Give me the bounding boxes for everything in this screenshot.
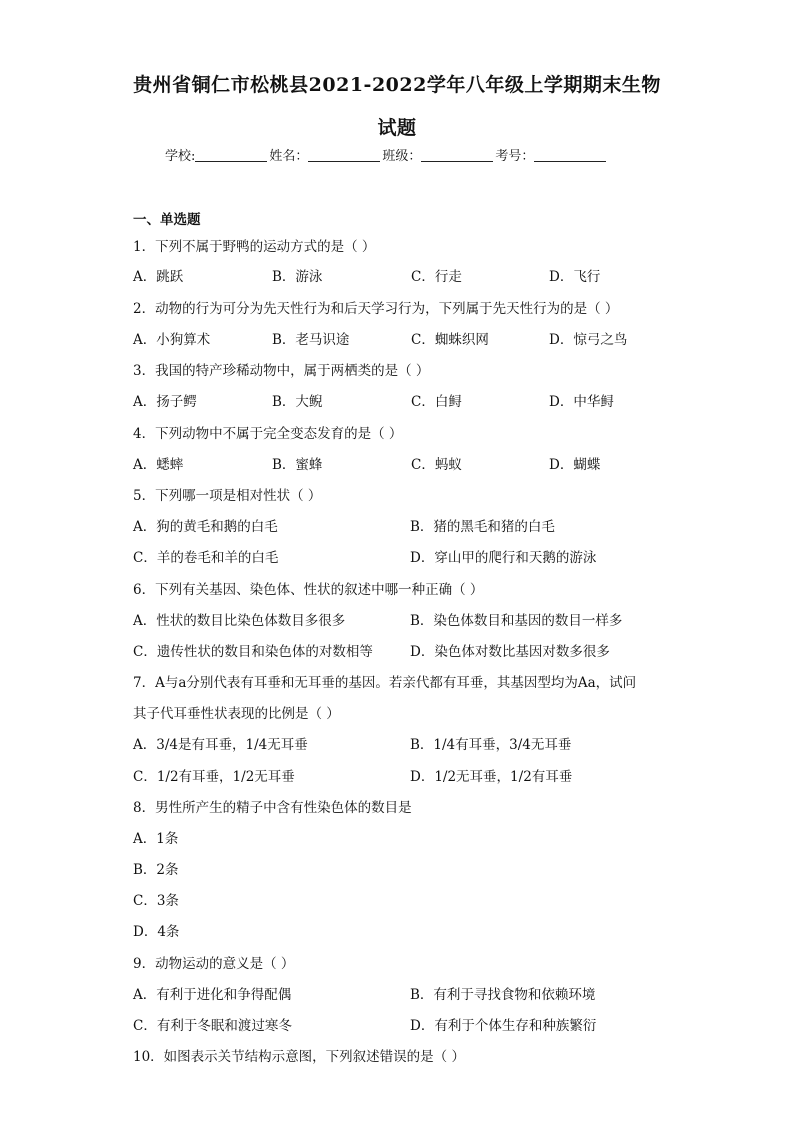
- question-7-option-d: D．1/2无耳垂，1/2有耳垂: [410, 769, 573, 785]
- question-9-stem: 9．动物运动的意义是（ ）: [133, 956, 295, 972]
- question-1-option-c: C．行走: [411, 269, 462, 285]
- name-label: 姓名：: [269, 149, 309, 164]
- question-6-stem: 6．下列有关基因、染色体、性状的叙述中哪一种正确（ ）: [133, 582, 484, 598]
- question-6-option-a: A．性状的数目比染色体数目多很多: [133, 613, 346, 629]
- question-8-stem: 8．男性所产生的精子中含有性染色体的数目是: [133, 800, 412, 816]
- class-blank[interactable]: [421, 149, 493, 162]
- question-4-stem: 4．下列动物中不属于完全变态发育的是（ ）: [133, 426, 403, 442]
- question-9-option-b: B．有利于寻找食物和依赖环境: [410, 987, 596, 1003]
- question-3-option-c: C．白鲟: [411, 394, 462, 410]
- question-9-option-a: A．有利于进化和争得配偶: [133, 987, 292, 1003]
- question-9-option-c: C．有利于冬眠和渡过寒冬: [133, 1018, 292, 1034]
- question-2-option-c: C．蜘蛛织网: [411, 332, 489, 348]
- question-7-option-c: C．1/2有耳垂，1/2无耳垂: [133, 769, 295, 785]
- school-label: 学校:: [165, 149, 196, 164]
- question-8-option-b: B．2条: [133, 862, 179, 878]
- question-7-option-a: A．3/4是有耳垂，1/4无耳垂: [133, 737, 308, 753]
- question-3-stem: 3．我国的特产珍稀动物中，属于两栖类的是（ ）: [133, 363, 430, 379]
- question-8-option-d: D．4条: [133, 924, 180, 940]
- question-2-stem: 2．动物的行为可分为先天性行为和后天学习行为，下列属于先天性行为的是（ ）: [133, 301, 619, 317]
- section-title: 一、单选题: [133, 212, 201, 228]
- question-9-option-d: D．有利于个体生存和种族繁衍: [410, 1018, 597, 1034]
- class-label: 班级：: [382, 149, 422, 164]
- question-3-option-b: B．大鲵: [272, 394, 323, 410]
- question-1-stem: 1．下列不属于野鸭的运动方式的是（ ）: [133, 239, 376, 255]
- question-5-option-a: A．狗的黄毛和鹅的白毛: [133, 519, 278, 535]
- question-2-option-d: D．惊弓之鸟: [549, 332, 628, 348]
- school-blank[interactable]: [195, 149, 267, 162]
- question-5-option-d: D．穿山甲的爬行和天鹅的游泳: [410, 550, 597, 566]
- question-7-stem-continued: 其子代耳垂性状表现的比例是（ ）: [133, 706, 340, 722]
- question-2-option-a: A．小狗算术: [133, 332, 211, 348]
- question-8-option-c: C．3条: [133, 893, 179, 909]
- question-4-option-a: A．蟋蟀: [133, 457, 184, 473]
- question-7-stem: 7．A与a分别代表有耳垂和无耳垂的基因。若亲代都有耳垂，其基因型均为Aa，试问: [133, 675, 637, 691]
- question-5-stem: 5．下列哪一项是相对性状（ ）: [133, 488, 322, 504]
- question-6-option-d: D．染色体对数比基因对数多很多: [410, 644, 610, 660]
- exam-number-blank[interactable]: [534, 149, 606, 162]
- question-8-option-a: A．1条: [133, 831, 179, 847]
- question-5-option-c: C．羊的卷毛和羊的白毛: [133, 550, 279, 566]
- question-10-stem: 10．如图表示关节结构示意图，下列叙述错误的是（ ）: [133, 1049, 465, 1065]
- exam-title: 贵州省铜仁市松桃县2021-2022学年八年级上学期期末生物: [133, 74, 661, 96]
- question-2-option-b: B．老马识途: [272, 332, 350, 348]
- question-1-option-a: A．跳跃: [133, 269, 184, 285]
- question-4-option-c: C．蚂蚁: [411, 457, 462, 473]
- exam-number-label: 考号：: [495, 149, 535, 164]
- student-info-line: [165, 145, 608, 164]
- question-3-option-a: A．扬子鳄: [133, 394, 197, 410]
- question-3-option-d: D．中华鲟: [549, 394, 614, 410]
- question-6-option-c: C．遗传性状的数目和染色体的对数相等: [133, 644, 373, 660]
- exam-title-continued: 试题: [377, 117, 417, 139]
- question-5-option-b: B．猪的黑毛和猪的白毛: [410, 519, 555, 535]
- question-1-option-b: B．游泳: [272, 269, 323, 285]
- name-blank[interactable]: [308, 149, 380, 162]
- question-4-option-d: D．蝴蝶: [549, 457, 601, 473]
- question-6-option-b: B．染色体数目和基因的数目一样多: [410, 613, 623, 629]
- question-1-option-d: D．飞行: [549, 269, 601, 285]
- question-7-option-b: B．1/4有耳垂，3/4无耳垂: [410, 737, 572, 753]
- question-4-option-b: B．蜜蜂: [272, 457, 323, 473]
